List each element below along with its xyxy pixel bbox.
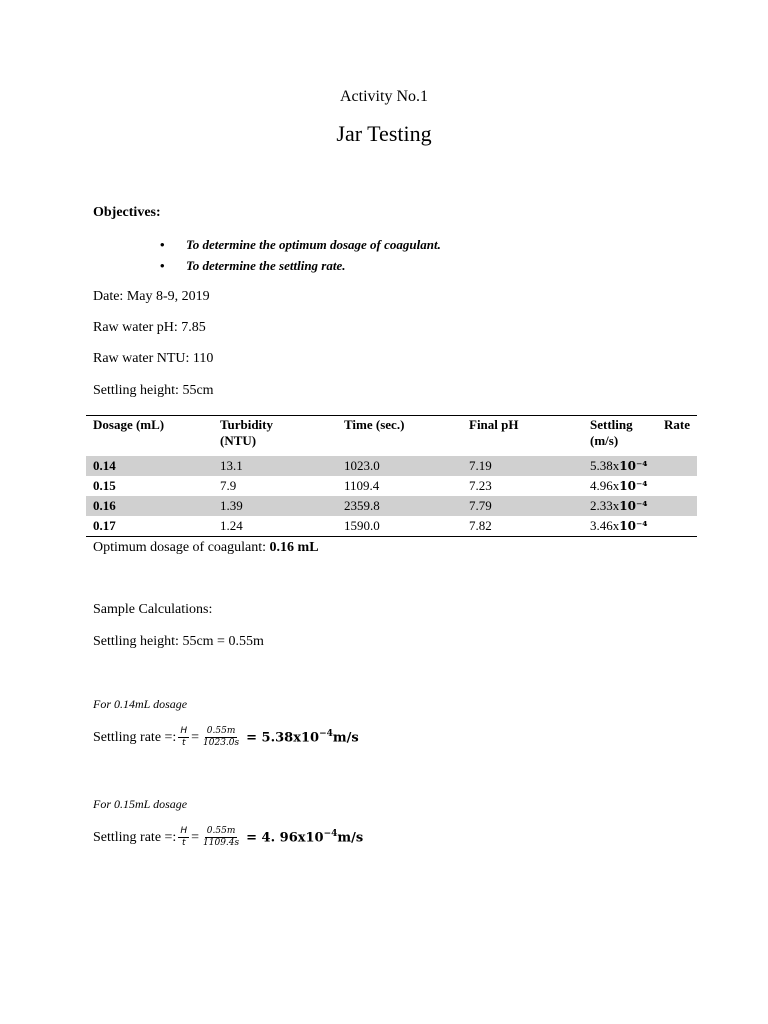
optimum-dosage-line: Optimum dosage of coagulant: 0.16 mL bbox=[93, 540, 319, 555]
col-dosage: Dosage (mL) bbox=[86, 416, 213, 457]
cell-ph: 7.23 bbox=[469, 478, 492, 493]
example-caption: For 0.15mL dosage bbox=[93, 797, 188, 811]
cell-turbidity: 1.39 bbox=[213, 496, 337, 516]
cell-dosage: 0.16 bbox=[86, 496, 213, 516]
cell-rate: 3.46x10⁻⁴ bbox=[583, 516, 697, 537]
bullet-icon: • bbox=[160, 258, 165, 273]
cell-time: 1590.0 bbox=[337, 516, 462, 537]
formula-result: = 4. $96x10^{-4}m/s$ bbox=[246, 829, 364, 846]
cell-time: 1023.0 bbox=[337, 456, 462, 476]
cell-rate: 2.33x10⁻⁴ bbox=[583, 496, 697, 516]
cell-rate: 5.38x10⁻⁴ bbox=[583, 456, 697, 476]
settling-height-line: Settling height: 55cm bbox=[93, 383, 214, 398]
cell-turbidity: 1.24 bbox=[213, 516, 337, 537]
formula-result: = $5.38x10^{-4}m/s$ bbox=[246, 729, 359, 746]
cell-ph: 7.19 bbox=[462, 456, 583, 476]
fraction-values: $\frac{0.55m}{1109.4s}$ bbox=[203, 826, 240, 848]
col-time: Time (sec.) bbox=[337, 416, 462, 457]
col-settling-rate: Settling Rate (m/s) bbox=[583, 416, 697, 457]
list-item: • To determine the settling rate. bbox=[160, 258, 346, 273]
optimum-dosage-value: 0.16 mL bbox=[269, 540, 319, 555]
settling-rate-formula: Settling rate =: $\frac{H}{t}$ = $\frac{0.55m}{1109.4s}$ = 4. $96x10^{-4}m/s$ bbox=[93, 826, 364, 848]
height-conversion: Settling height: 55cm = 0.55m bbox=[93, 634, 264, 649]
cell-time: 2359.8 bbox=[337, 496, 462, 516]
calculations-heading: Sample Calculations: bbox=[93, 602, 213, 617]
cell-turbidity: 13.1 bbox=[213, 456, 337, 476]
cell-ph: 7.79 bbox=[462, 496, 583, 516]
table-row bbox=[86, 496, 697, 516]
example-caption: For 0.14mL dosage bbox=[93, 697, 188, 711]
cell-time: 1109.4 bbox=[344, 478, 380, 493]
cell-dosage: 0.14 bbox=[86, 456, 213, 476]
document-title: Jar Testing bbox=[336, 121, 432, 146]
fraction-h-over-t: $\frac{H}{t}$ bbox=[180, 826, 188, 848]
cell-rate: 4.96x10⁻⁴ bbox=[590, 478, 648, 493]
objectives-list bbox=[160, 237, 441, 279]
fraction-values: $\frac{0.55m}{1023.0s}$ bbox=[203, 726, 240, 748]
settling-rate-formula: Settling rate =: $\frac{H}{t}$ = $\frac{0.55m}{1023.0s}$ = $5.38x10^{-4}m/s$ bbox=[93, 726, 359, 748]
results-table bbox=[86, 415, 697, 537]
table-header-row bbox=[86, 416, 697, 457]
cell-turbidity: 7.9 bbox=[220, 478, 237, 493]
date-line: Date: May 8-9, 2019 bbox=[93, 289, 210, 304]
raw-ph-line: Raw water pH: 7.85 bbox=[93, 320, 206, 335]
table-row bbox=[86, 476, 697, 496]
raw-ntu-line: Raw water NTU: 110 bbox=[93, 351, 214, 366]
fraction-h-over-t: $\frac{H}{t}$ bbox=[180, 726, 188, 748]
cell-ph: 7.82 bbox=[462, 516, 583, 537]
activity-number: Activity No.1 bbox=[340, 88, 428, 105]
col-turbidity: Turbidity (NTU) bbox=[213, 416, 337, 457]
col-final-ph: Final pH bbox=[462, 416, 583, 457]
cell-dosage: 0.17 bbox=[86, 516, 213, 537]
list-item: • To determine the optimum dosage of coagulant. bbox=[160, 237, 441, 252]
table-row bbox=[86, 516, 697, 537]
objectives-heading: Objectives: bbox=[93, 205, 161, 220]
cell-dosage: 0.15 bbox=[93, 478, 116, 493]
bullet-icon: • bbox=[160, 237, 165, 252]
table-row bbox=[86, 456, 697, 476]
